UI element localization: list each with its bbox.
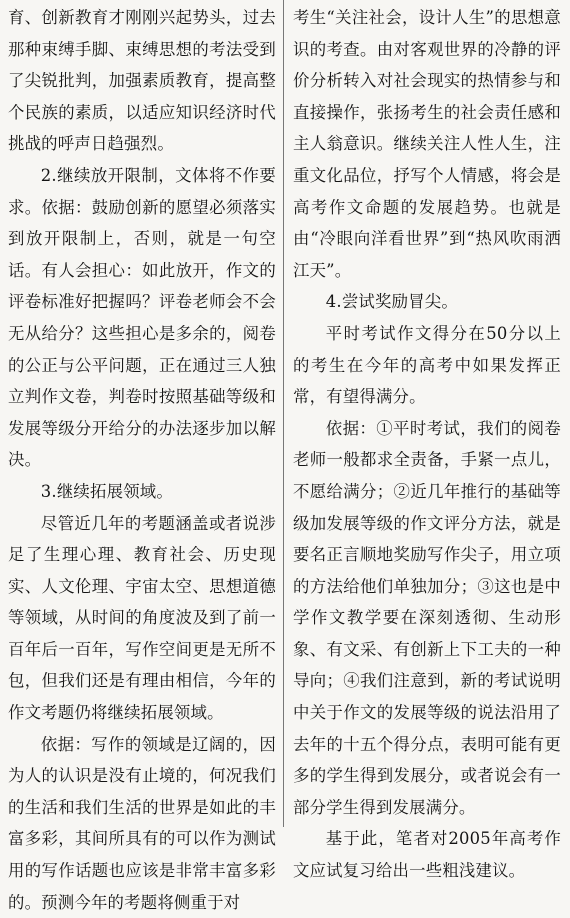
- right-column: [293, 2, 561, 887]
- paragraph-full-marks-expectation: 平时考试作文得分在50分以上的考生在今年的高考中如果发挥正常，有望得满分。: [293, 323, 561, 407]
- paragraph-basis-writing-fields: 依据：写作的领域是辽阔的，因为人的认识是没有止境的，何况我们的生活和我们生活的世界是如此的丰富多彩，其间所具有的可以作为测试用的写作话题也应该是非常丰富多彩的。预测今年的考题将侧重于对: [8, 734, 276, 912]
- left-column: [8, 2, 276, 918]
- paragraph-continuation-social-awareness: 考生“关注社会，设计人生”的思想意识的考查。由对客观世界的冷静的评价分析转入对社会现实的热情参与和直接操作，张扬考生的社会责任感和主人翁意识。继续关注人性人生，注重文化品位，抒写个人情感，将会是高考作文命题的发展趋势。也就是由“冷眼向洋看世界”到“热风吹雨洒江天”。: [293, 8, 561, 280]
- paragraph-basis-grading: 依据：①平时考试，我们的阅卷老师一般都求全责备，手紧一点儿，不愿给满分；②近几年推行的基础等级加发展等级的作文评分方法，就是要名正言顺地奖励写作尖子，用立项的方法给他们单独加分；③这也是中学作文教学要在深刻透彻、生动形象、有文采、有创新上下工夫的一种导向；④我们注意到，新的考试说明中关于作文的发展等级的说法沿用了去年的十五个得分点，表明可能有更多的学生得到发展分，或者说会有一部分学生得到发展满分。: [293, 418, 561, 817]
- heading-expand-fields: 3.继续拓展领域。: [40, 481, 173, 501]
- paragraph-conclusion-suggestions: 基于此，笔者对2005年高考作文应试复习给出一些粗浅建议。: [293, 829, 561, 881]
- paragraph-open-restrictions: 2.继续放开限制，文体将不作要求。依据：鼓励创新的愿望必须落实到放开限制上，否则，就是一句空话。有人会担心：如此放开，作文的评卷标准好把握吗？评卷老师会不会无从给分？这些担心是多余的，阅卷的公正与公平问题，正在通过三人独立判作文卷，判卷时按照基础等级和发展等级分开给分的办法逐步加以解决。: [8, 165, 276, 470]
- heading-reward-excellence: 4.尝试奖励冒尖。: [325, 292, 458, 312]
- column-divider: [283, 0, 284, 827]
- paragraph-exam-topics-domains: 尽管近几年的考题涵盖或者说涉足了生理心理、教育社会、历史现实、人文伦理、宇宙太空、思想道德等领域，从时间的角度波及到了前一百年后一百年，写作空间更是无所不包，但我们还是有理由相信，今年的作文考题仍将继续拓展领域。: [8, 513, 276, 723]
- paragraph-continuation-quality-education: 育、创新教育才刚刚兴起势头，过去那种束缚手脚、束缚思想的考法受到了尖锐批判，加强素质教育，提高整个民族的素质，以适应知识经济时代挑战的呼声日趋强烈。: [8, 8, 276, 154]
